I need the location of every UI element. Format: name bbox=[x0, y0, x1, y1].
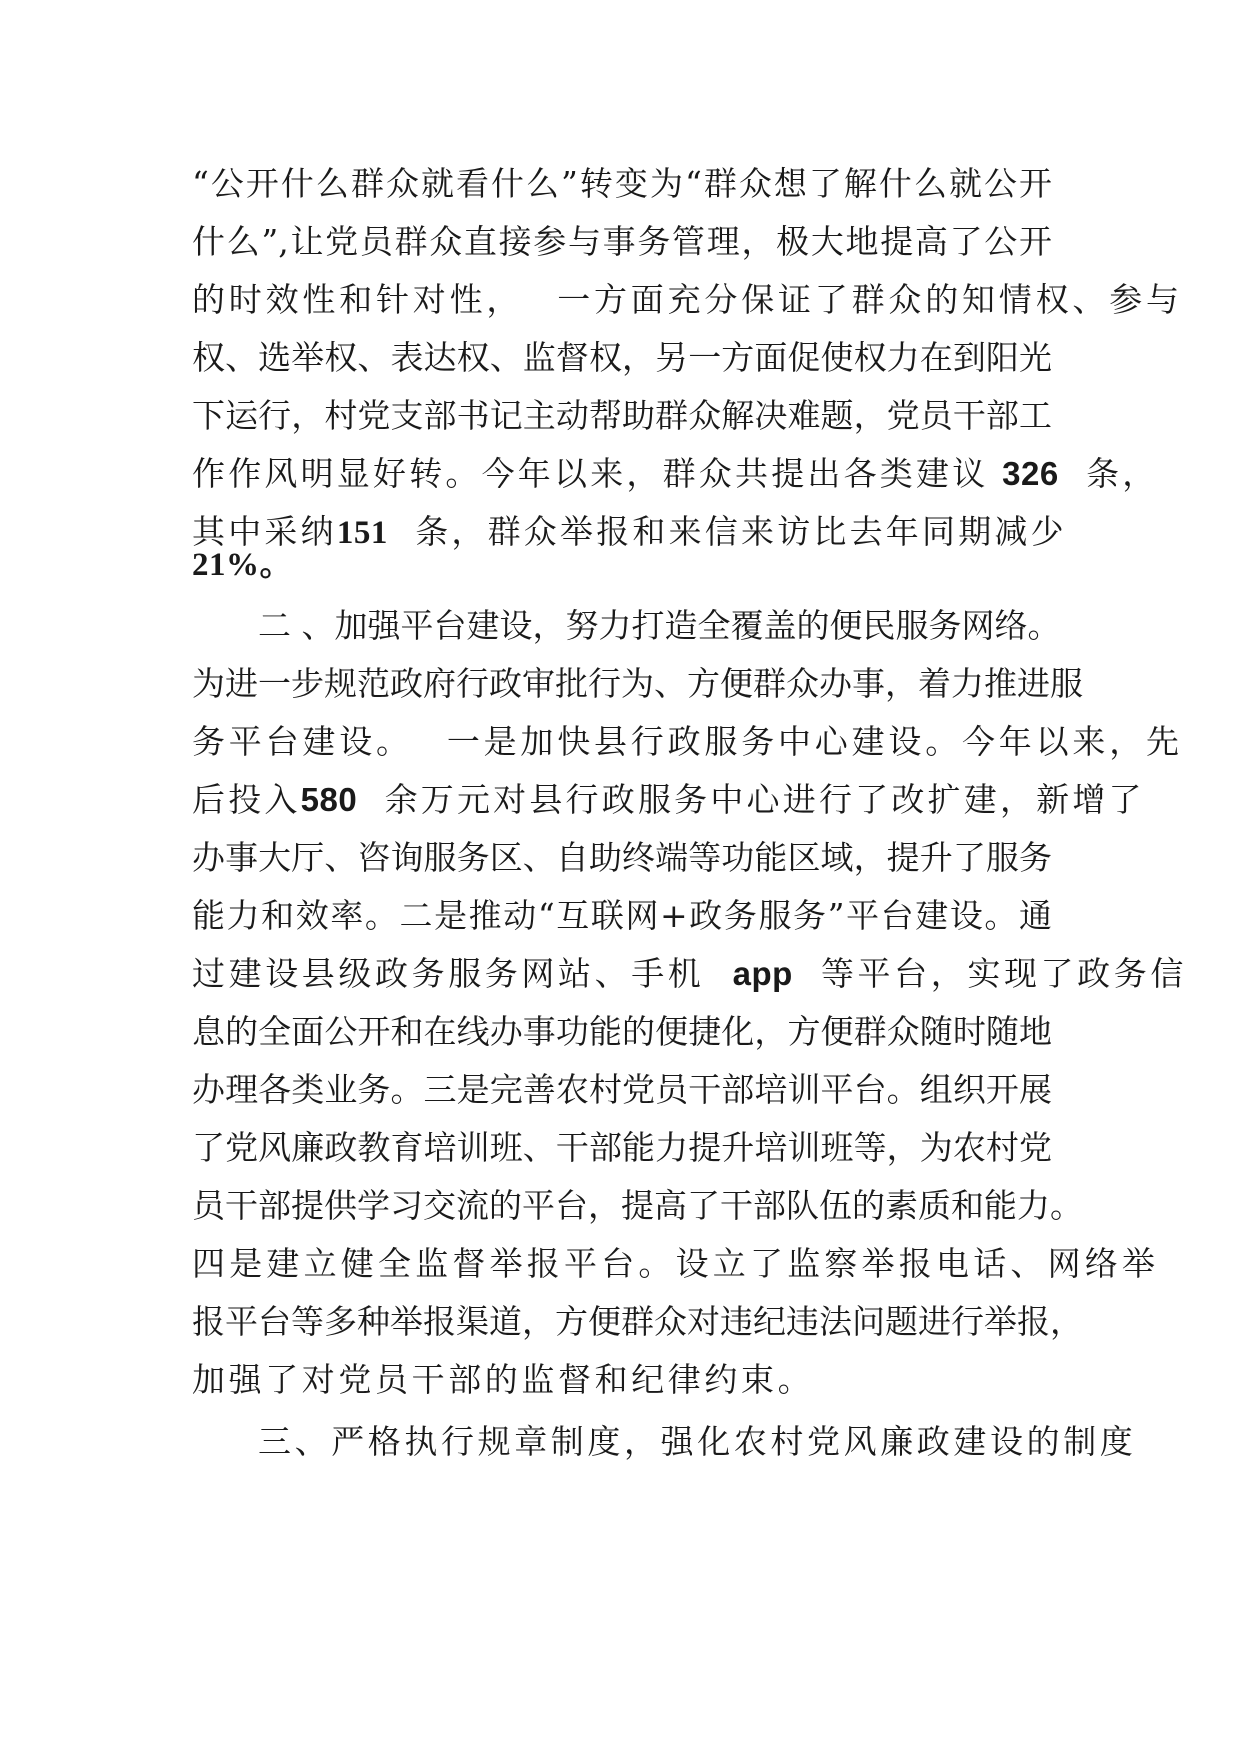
paragraph-1-line-4: 权、选举权、表达权、监督权，另一方面促使权力在到阳光 bbox=[192, 338, 1052, 377]
paragraph-1-line-8 bbox=[192, 544, 293, 584]
text-segment: 余万元对县行政服务中心进行了改扩建，新增了 bbox=[384, 780, 1145, 819]
paragraph-1-line-5: 下运行，村党支部书记主动帮助群众解决难题，党员干部工 bbox=[192, 396, 1052, 435]
number-151: 151 bbox=[336, 515, 388, 551]
paragraph-1-line-6 bbox=[192, 454, 1158, 494]
paragraph-2-line-5: 办事大厅、咨询服务区、自助终端等功能区域，提升了服务 bbox=[192, 838, 1052, 877]
paragraph-2-line-1: 二 、加强平台建设，努力打造全覆盖的便民服务网络。 bbox=[258, 606, 1061, 645]
paragraph-1-line-1: “公开什么群众就看什么”转变为“群众想了解什么就公开 bbox=[192, 164, 1052, 203]
paragraph-1-line-2: 什么”,让党员群众直接参与事务管理，极大地提高了公开 bbox=[192, 222, 1052, 261]
text-segment: 其中采纳 bbox=[192, 512, 337, 551]
paragraph-2-line-2: 为进一步规范政府行政审批行为、方便群众办事，着力推进服 bbox=[192, 664, 1083, 703]
paragraph-2-line-6: 能力和效率。二是推动“互联网+政务服务”平台建设。通 bbox=[192, 896, 1052, 935]
paragraph-2-line-3 bbox=[192, 722, 1183, 762]
paragraph-2-line-11: 员干部提供学习交流的平台，提高了干部队伍的素质和能力。 bbox=[192, 1186, 1083, 1225]
paragraph-2-line-9: 办理各类业务。三是完善农村党员干部培训平台。组织开展 bbox=[192, 1070, 1052, 1109]
paragraph-3-line-1: 三、严格执行规章制度，强化农村党风廉政建设的制度 bbox=[258, 1422, 1137, 1461]
paragraph-2-line-7 bbox=[192, 954, 1187, 994]
text-segment: 的时效性和针对性， bbox=[192, 280, 524, 319]
paragraph-2-line-12: 四是建立健全监督举报平台。设立了监察举报电话、网络举 bbox=[192, 1244, 1160, 1283]
text-segment: 等平台，实现了政务信 bbox=[820, 954, 1187, 993]
paragraph-1-line-3 bbox=[192, 280, 1183, 320]
paragraph-2-line-13: 报平台等多种举报渠道，方便群众对违纪违法问题进行举报， bbox=[192, 1302, 1083, 1341]
paragraph-2-line-4 bbox=[192, 780, 1145, 820]
app-label: app bbox=[732, 955, 793, 992]
percent-21: 21%。 bbox=[192, 547, 293, 583]
text-segment: 一方面充分保证了群众的知情权、参与 bbox=[557, 280, 1183, 319]
paragraph-2-line-8: 息的全面公开和在线办事功能的便捷化，方便群众随时随地 bbox=[192, 1012, 1052, 1051]
number-326: 326 bbox=[1002, 455, 1059, 492]
number-580: 580 bbox=[300, 781, 358, 818]
text-segment: 过建设县级政务服务网站、手机 bbox=[192, 954, 705, 993]
text-segment: 务平台建设。 bbox=[192, 722, 413, 761]
text-segment: 条，群众举报和来信来访比去年同期减少 bbox=[415, 512, 1067, 551]
text-segment: 后投入 bbox=[192, 780, 301, 819]
paragraph-1-line-7 bbox=[192, 512, 1067, 552]
text-segment: 条， bbox=[1086, 454, 1159, 493]
paragraph-2-line-10: 了党风廉政教育培训班、干部能力提升培训班等，为农村党 bbox=[192, 1128, 1052, 1167]
text-segment: 一是加快县行政服务中心建设。今年以来，先 bbox=[446, 722, 1183, 761]
paragraph-2-line-14: 加强了对党员干部的监督和纪律约束。 bbox=[192, 1360, 815, 1399]
text-segment: 作作风明显好转。今年以来，群众共提出各类建议 bbox=[192, 454, 989, 493]
